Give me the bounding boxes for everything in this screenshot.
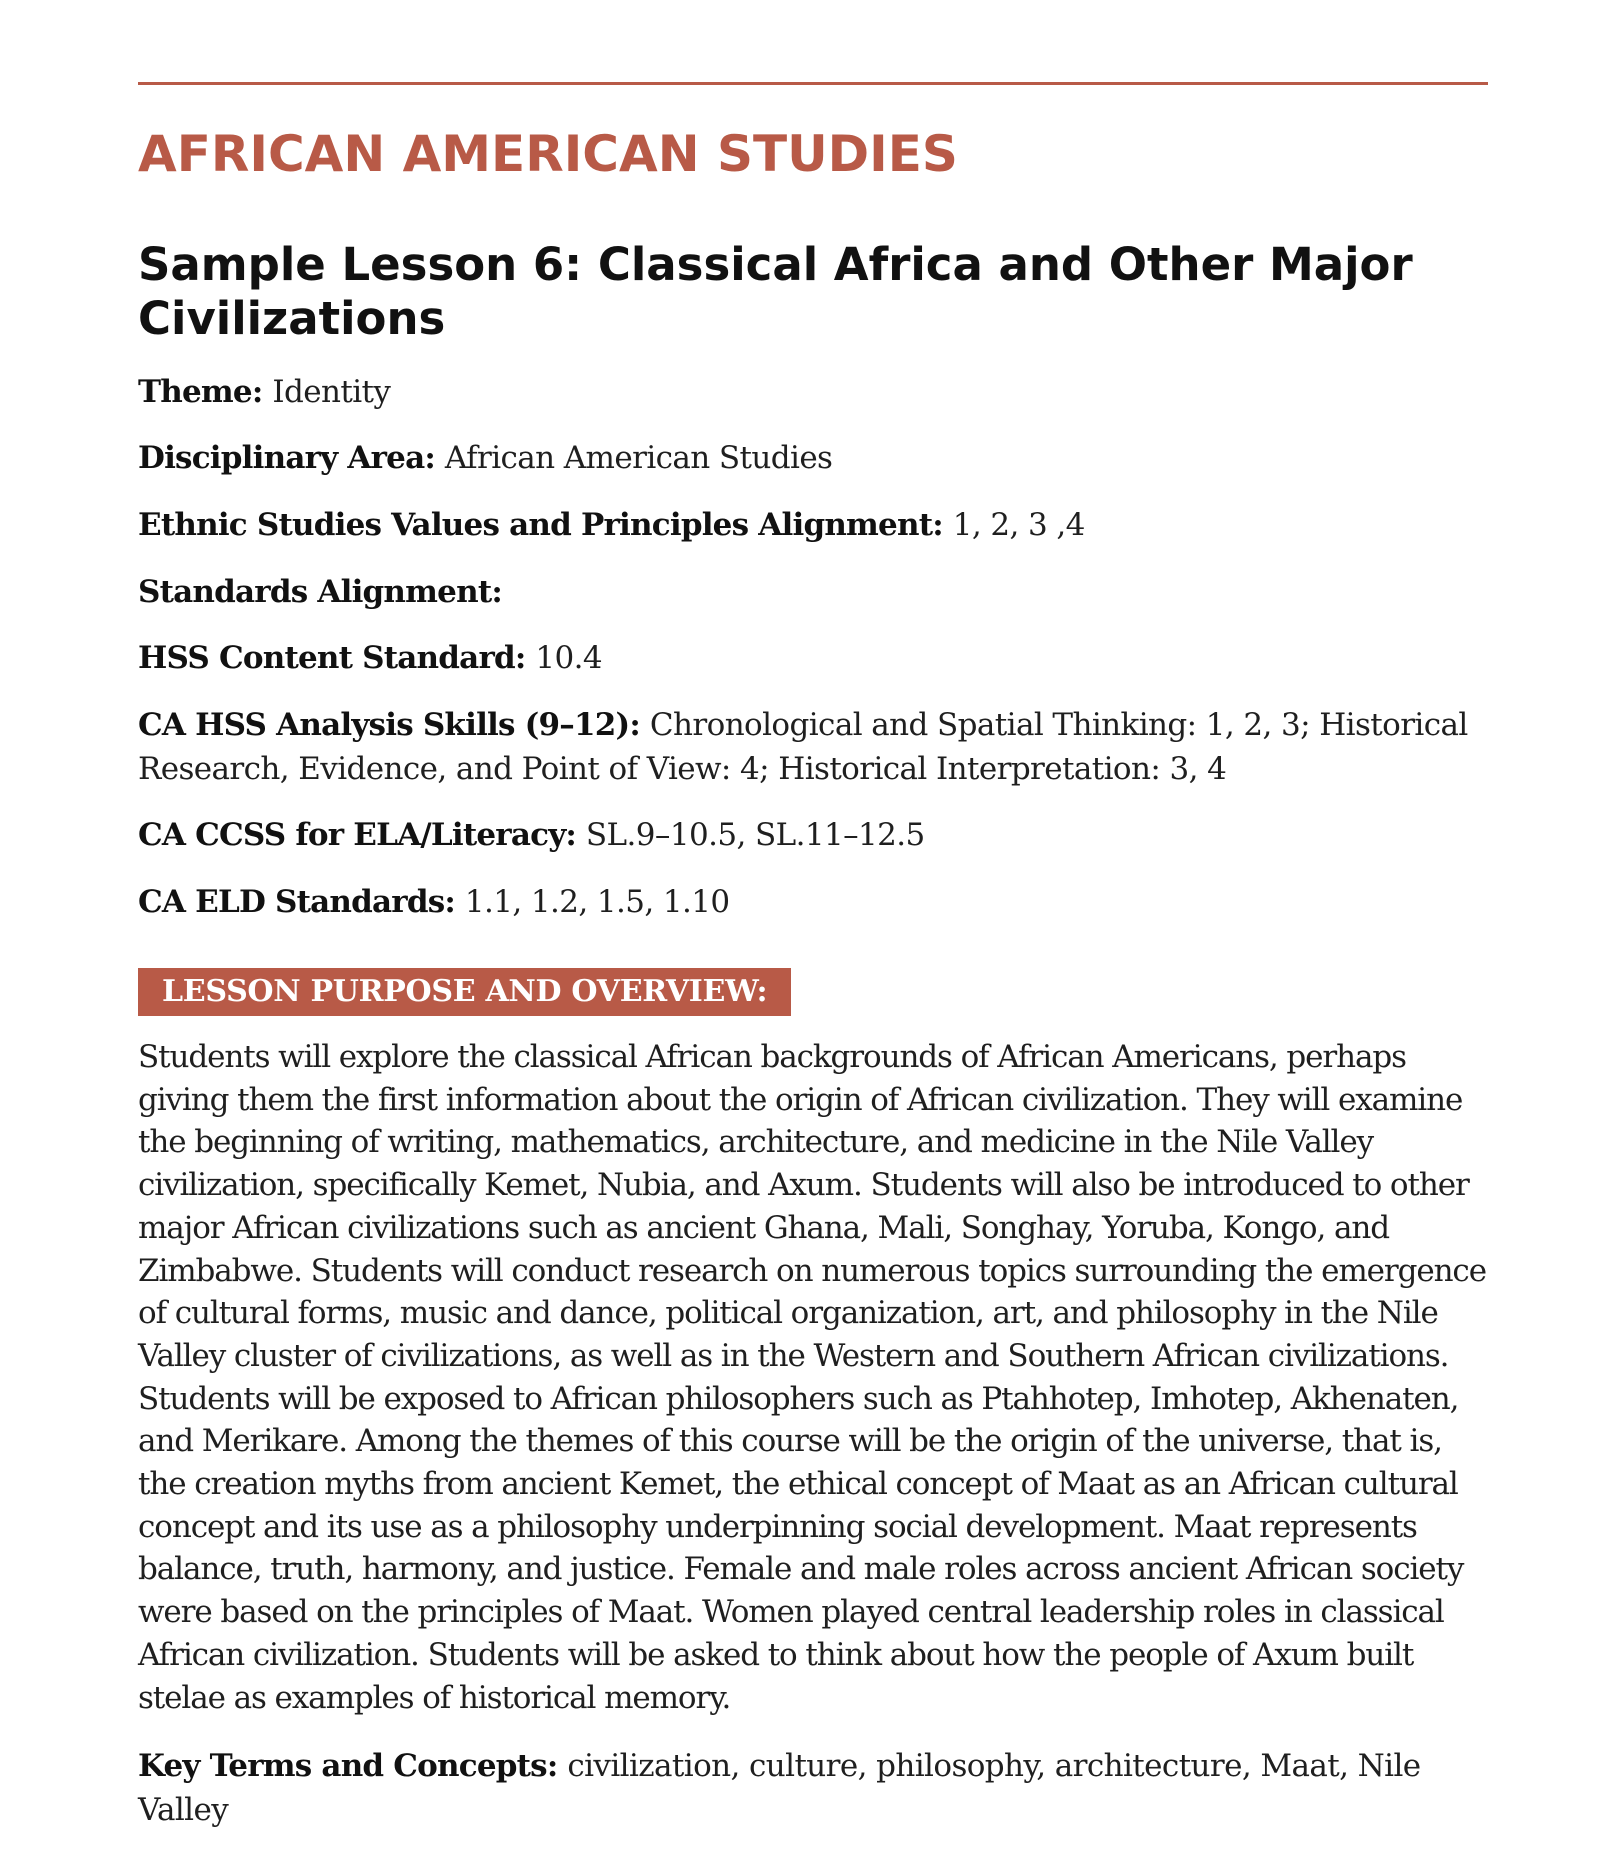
ccss-ela-value: SL.9–10.5, SL.11–12.5: [585, 817, 925, 853]
hss-content-standard-value: 10.4: [535, 640, 602, 676]
values-alignment-label: Ethnic Studies Values and Principles Alignment:: [138, 507, 943, 543]
hss-analysis-skills-value: Chronological and Spatial Thinking: 1, 2, 3; Historical Research, Evidence, and Point of View: 4; Historical Interpretation: 3, 4: [138, 707, 1468, 787]
key-terms-label: Key Terms and Concepts:: [138, 1748, 558, 1784]
section-title: AFRICAN AMERICAN STUDIES: [138, 125, 958, 183]
key-terms-line: [138, 1744, 1488, 1832]
eld-standards-line: [138, 880, 1488, 924]
eld-standards-value: 1.1, 1.2, 1.5, 1.10: [464, 884, 730, 920]
standards-alignment-label: Standards Alignment:: [138, 574, 502, 610]
hss-content-standard-line: [138, 636, 1488, 680]
key-terms-value: civilization, culture, philosophy, architecture, Maat, Nile Valley: [138, 1748, 1421, 1828]
lesson-purpose-label: LESSON PURPOSE AND OVERVIEW:: [138, 968, 791, 1016]
lesson-title: Sample Lesson 6: Classical Africa and Other Major Civilizations: [138, 238, 1413, 345]
theme-line: [138, 370, 1488, 414]
hss-content-standard-label: HSS Content Standard:: [138, 640, 526, 676]
hss-analysis-skills-label: CA HSS Analysis Skills (9–12):: [138, 707, 641, 743]
standards-alignment-heading: [138, 570, 1488, 614]
theme-label: Theme:: [138, 374, 263, 410]
ccss-ela-label: CA CCSS for ELA/Literacy:: [138, 817, 577, 853]
hss-analysis-skills-line: [138, 703, 1488, 791]
eld-standards-label: CA ELD Standards:: [138, 884, 456, 920]
disciplinary-area-label: Disciplinary Area:: [138, 440, 435, 476]
theme-value: Identity: [272, 374, 391, 410]
values-alignment-value: 1, 2, 3 ,4: [952, 507, 1085, 543]
ccss-ela-line: [138, 813, 1488, 857]
lesson-overview-paragraph: Students will explore the classical African backgrounds of African Americans, perhaps giving them the first information about the origin of African civilization. They will examine the beginning of writing, mathematics, architecture, and medicine in the Nile Valley civilization, specifically Kemet, Nubia, and Axum. Students will also be introduced to other major African civilizations such as ancient Ghana, Mali, Songhay, Yoruba, Kongo, and Zimbabwe. Students will conduct research on numerous topics surrounding the emergence of cultural forms, music and dance, political organization, art, and philosophy in the Nile Valley cluster of civilizations, as well as in the Western and Southern African civilizations. Students will be exposed to African philosophers such as Ptahhotep, Imhotep, Akhenaten, and Merikare. Among the themes of this course will be the origin of the universe, that is, the creation myths from ancient Kemet, the ethical concept of Maat as an African cultural concept and its use as a philosophy underpinning social development. Maat represents balance, truth, harmony, and justice. Female and male roles across ancient African society were based on the principles of Maat. Women played central leadership roles in classical African civilization. Students will be asked to think about how the people of Axum built stelae as examples of historical memory.: [138, 1039, 1486, 1716]
disciplinary-area-line: [138, 436, 1488, 480]
values-alignment-line: [138, 503, 1488, 547]
top-rule: [138, 82, 1488, 85]
disciplinary-area-value: African American Studies: [444, 440, 833, 476]
